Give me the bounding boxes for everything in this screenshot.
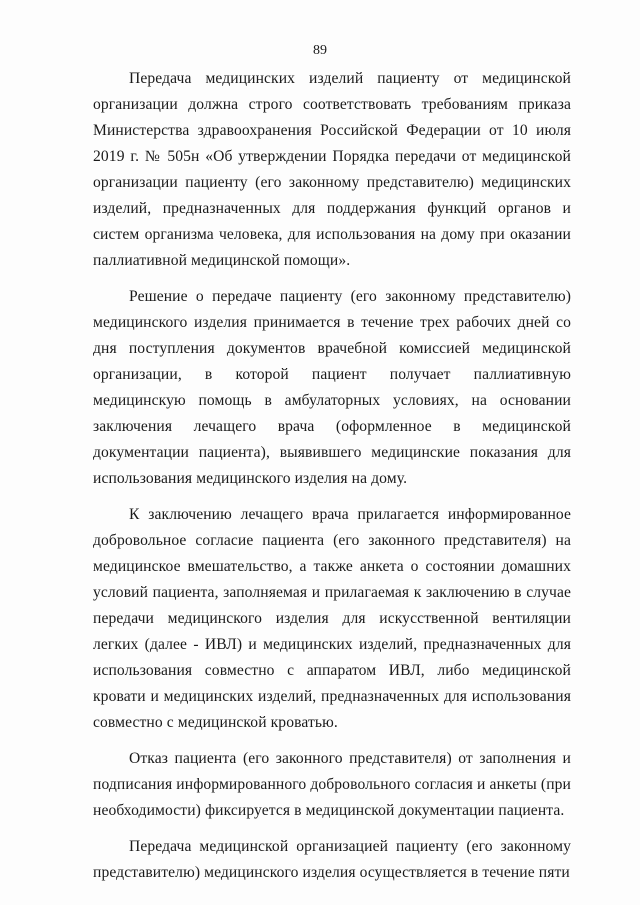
paragraph-refusal: Отказ пациента (его законного представителя) от заполнения и подписания информированного добровольного согласия и анкеты (при необходимости) фиксируется в медицинской документации пациента. (93, 750, 571, 819)
paragraph-transfer-decision: Решение о передаче пациенту (его законному представителю) медицинского изделия принимается в течение трех рабочих дней со дня поступления документов врачебной комиссией медицинской организации, в которой пациент получает паллиативную медицинскую помощь в амбулаторных условиях, на основании заключения лечащего врача (оформленное в медицинской документации пациента), выявившего медицинские показания для использования медицинского изделия на дому. (93, 288, 571, 487)
paragraph-transfer-timing: Передача медицинской организацией пациенту (его законному представителю) медицинского изделия осуществляется в течение пяти (93, 838, 571, 881)
document-body (93, 66, 571, 886)
page-number: 89 (313, 43, 327, 58)
paragraph-attachments: К заключению лечащего врача прилагается информированное добровольное согласие пациента (его законного представителя) на медицинское вмешательство, а также анкета о состоянии домашних условий пациента, заполняемая и прилагаемая к заключению в случае передачи медицинского изделия для искусственной вентиляции легких (далее - ИВЛ) и медицинских изделий, предназначенных для использования совместно с аппаратом ИВЛ, либо медицинской кровати и медицинских изделий, предназначенных для использования совместно с медицинской кроватью. (93, 506, 571, 731)
paragraph-transfer-requirements: Передача медицинских изделий пациенту от медицинской организации должна строго соответствовать требованиям приказа Министерства здравоохранения Российской Федерации от 10 июля 2019 г. № 505н «Об утверждении Порядка передачи от медицинской организации пациенту (его законному представителю) медицинских изделий, предназначенных для поддержания функций органов и систем организма человека, для использования на дому при оказании паллиативной медицинской помощи». (93, 70, 571, 269)
